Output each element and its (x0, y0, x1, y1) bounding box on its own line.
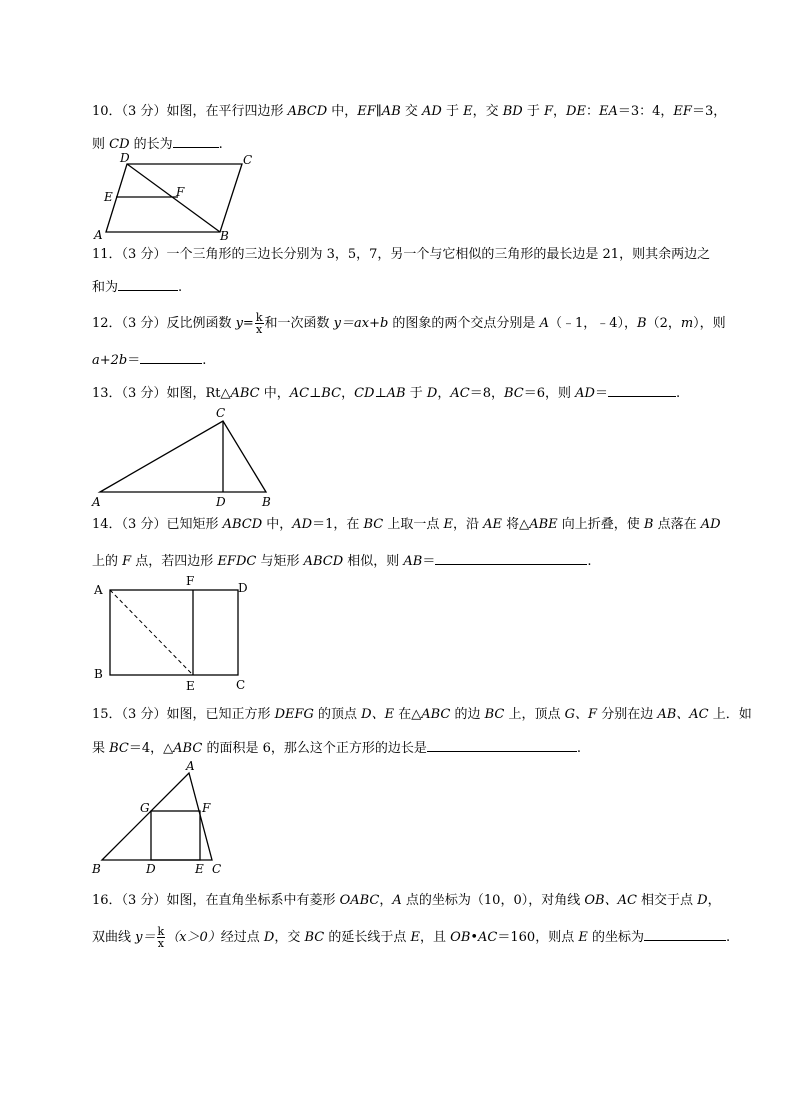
q11-line1: 11．（3 分）一个三角形的三边长分别为 3，5，7，另一个与它相似的三角形的最长边是 21，则其余两边之 (92, 247, 711, 262)
q12-line1: 12．（3 分）反比例函数 y= $\frac{k}{x}$ 和一次函数 y＝ax+b 的图象的两个交点分别是 A（﹣1，﹣4），B（2，m），则 (92, 311, 726, 336)
answer-blank[interactable] (435, 551, 587, 565)
q16-line2: 双曲线 y＝ $\frac{k}{x}$ （x＞0）经过点 D，交 BC 的延长线于点 E，且 OB•AC＝160，则点 E 的坐标为 . (92, 925, 731, 950)
q11-line2: 和为 . (92, 277, 182, 296)
q14-line1: 14．（3 分）已知矩形 ABCD 中，AD＝1，在 BC 上取一点 E，沿 AE 将△ABE 向上折叠，使 B 点落在 AD (92, 517, 721, 532)
fraction-k-over-x: $\frac{k}{x}$ (157, 925, 165, 950)
q13-triangle-figure (90, 402, 290, 512)
q13-line1: 13．（3 分）如图，Rt△ABC 中，AC⊥BC，CD⊥AB 于 D，AC＝8，BC＝6，则 AD＝ . (92, 383, 680, 402)
fraction-k-over-x: $\frac{k}{x}$ (255, 311, 263, 336)
label-F: F (202, 801, 211, 815)
label-C: C (216, 406, 226, 420)
label-B: B (94, 667, 103, 681)
label-A: A (92, 495, 101, 509)
answer-blank[interactable] (427, 738, 577, 752)
label-A: A (94, 583, 103, 597)
q15-square-in-triangle-figure (88, 760, 238, 878)
answer-blank[interactable] (140, 350, 202, 364)
label-D: D (146, 862, 156, 876)
label-G: G (140, 801, 150, 815)
label-F: F (186, 574, 195, 588)
label-D: D (120, 151, 130, 165)
label-E: E (104, 190, 113, 204)
answer-blank[interactable] (644, 927, 726, 941)
label-B: B (220, 229, 229, 243)
answer-blank[interactable] (118, 277, 178, 291)
label-A: A (94, 228, 103, 242)
label-A: A (186, 759, 195, 773)
label-C: C (212, 862, 222, 876)
q10-parallelogram-figure (90, 150, 270, 242)
q10-line1: 10．（3 分）如图，在平行四边形 ABCD 中，EF∥AB 交 AD 于 E，交 BD 于 F，DE：EA＝3：4，EF＝3， (92, 104, 727, 119)
answer-blank[interactable] (173, 134, 219, 148)
q10-line2: 则 CD 的长为 . (92, 134, 223, 153)
label-E: E (195, 862, 204, 876)
q15-line1: 15．（3 分）如图，已知正方形 DEFG 的顶点 D、E 在△ABC 的边 BC 上，顶点 G、F 分别在边 AB、AC 上．如 (92, 707, 752, 722)
q12-line2: a+2b＝ . (92, 350, 206, 369)
answer-blank[interactable] (608, 383, 676, 397)
label-D: D (216, 495, 226, 509)
label-C: C (236, 678, 246, 692)
label-D: D (238, 581, 248, 595)
label-C: C (243, 153, 253, 167)
q14-rectangle-figure (90, 572, 260, 697)
label-F: F (176, 185, 185, 199)
label-E: E (186, 679, 195, 693)
q14-line2: 上的 F 点，若四边形 EFDC 与矩形 ABCD 相似，则 AB＝ . (92, 551, 592, 570)
q16-line1: 16．（3 分）如图，在直角坐标系中有菱形 OABC，A 点的坐标为（10，0），对角线 OB、AC 相交于点 D， (92, 893, 721, 908)
label-B: B (92, 862, 101, 876)
label-B: B (262, 495, 271, 509)
q15-line2: 果 BC＝4，△ABC 的面积是 6，那么这个正方形的边长是 . (92, 738, 581, 757)
